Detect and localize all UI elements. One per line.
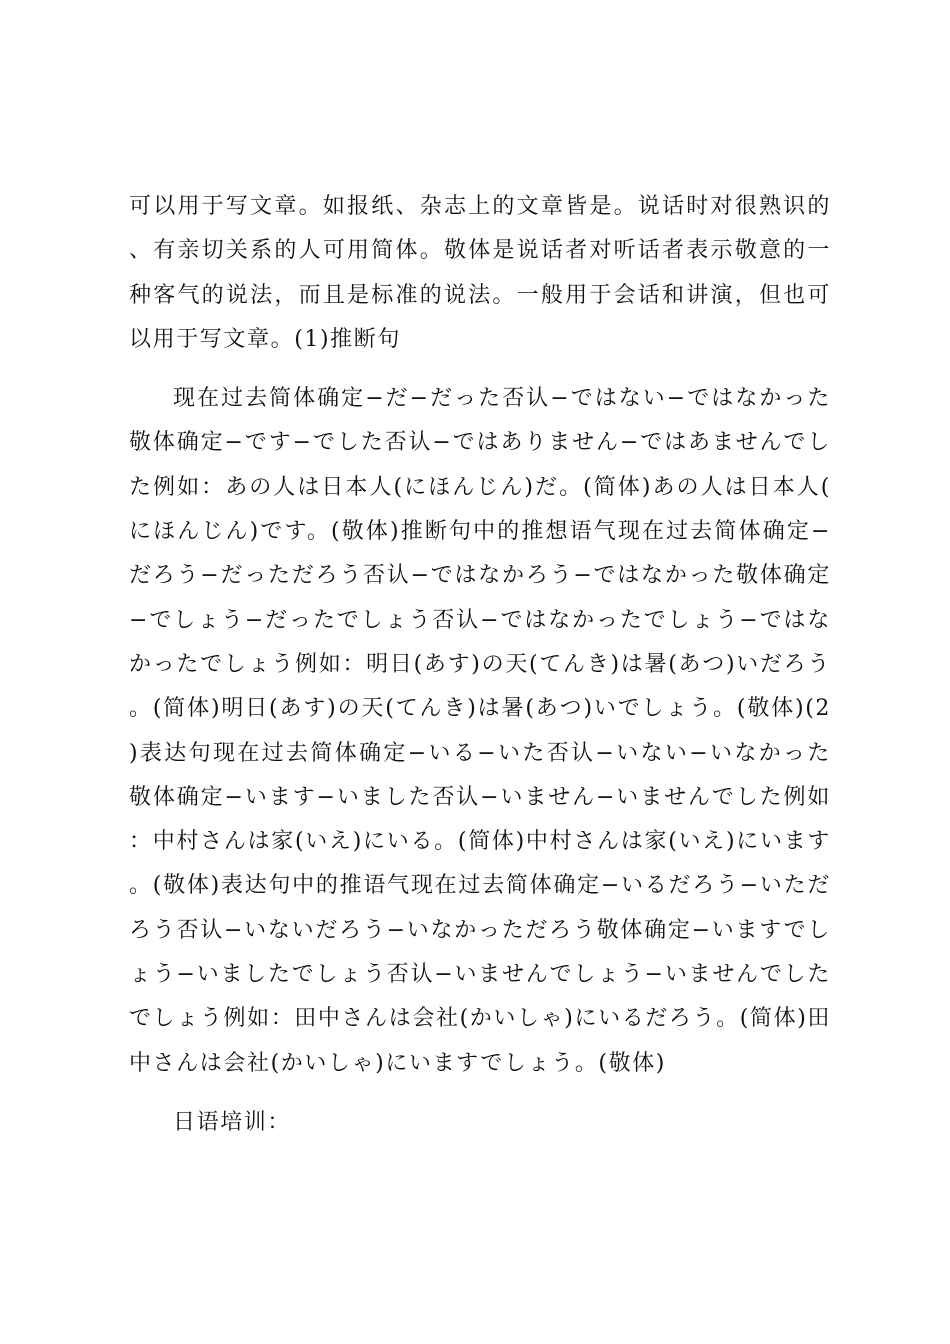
document-body: [129, 185, 831, 1145]
paragraph-intro: 可以用于写文章。如报纸、杂志上的文章皆是。说话时对很熟识的、有亲切关系的人可用简体。敬体是说话者对听话者表示敬意的一种客气的说法，而且是标准的说法。一般用于会话和讲演，但也可以用于写文章。(1)推断句: [129, 194, 831, 352]
paragraph-grammar-examples: 现在过去简体确定−だ−だった否认−ではない−ではなかった敬体确定−です−でした否认−ではありません−ではあませんでした例如：あの人は日本人(にほんじん)だ。(简体)あの人は日本人(にほんじん)です。(敬体)推断句中的推想语气现在过去简体确定−だろう−だっただろう否认−ではなかろう−ではなかった敬体确定−でしょう−だったでしょう否认−ではなかったでしょう−ではなかったでしょう例如：明日(あす)の天(てんき)は暑(あつ)いだろう。(简体)明日(あす)の天(てんき)は暑(あつ)いでしょう。(敬体)(2)表达句现在过去简体确定−いる−いた否认−いない−いなかった敬体确定−います−いました否认−いません−いませんでした例如：中村さんは家(いえ)にいる。(简体)中村さんは家(いえ)にいます。(敬体)表达句中的推语气现在过去简体确定−いるだろう−いただろう否认−いないだろう−いなかっただろう敬体确定−いますでしょう−いましたでしょう否认−いませんでしょう−いませんでしたでしょう例如：田中さんは会社(かいしゃ)にいるだろう。(简体)田中さんは会社(かいしゃ)にいますでしょう。(敬体): [129, 386, 831, 1076]
paragraph-training-label: 日语培训：: [173, 1109, 292, 1135]
